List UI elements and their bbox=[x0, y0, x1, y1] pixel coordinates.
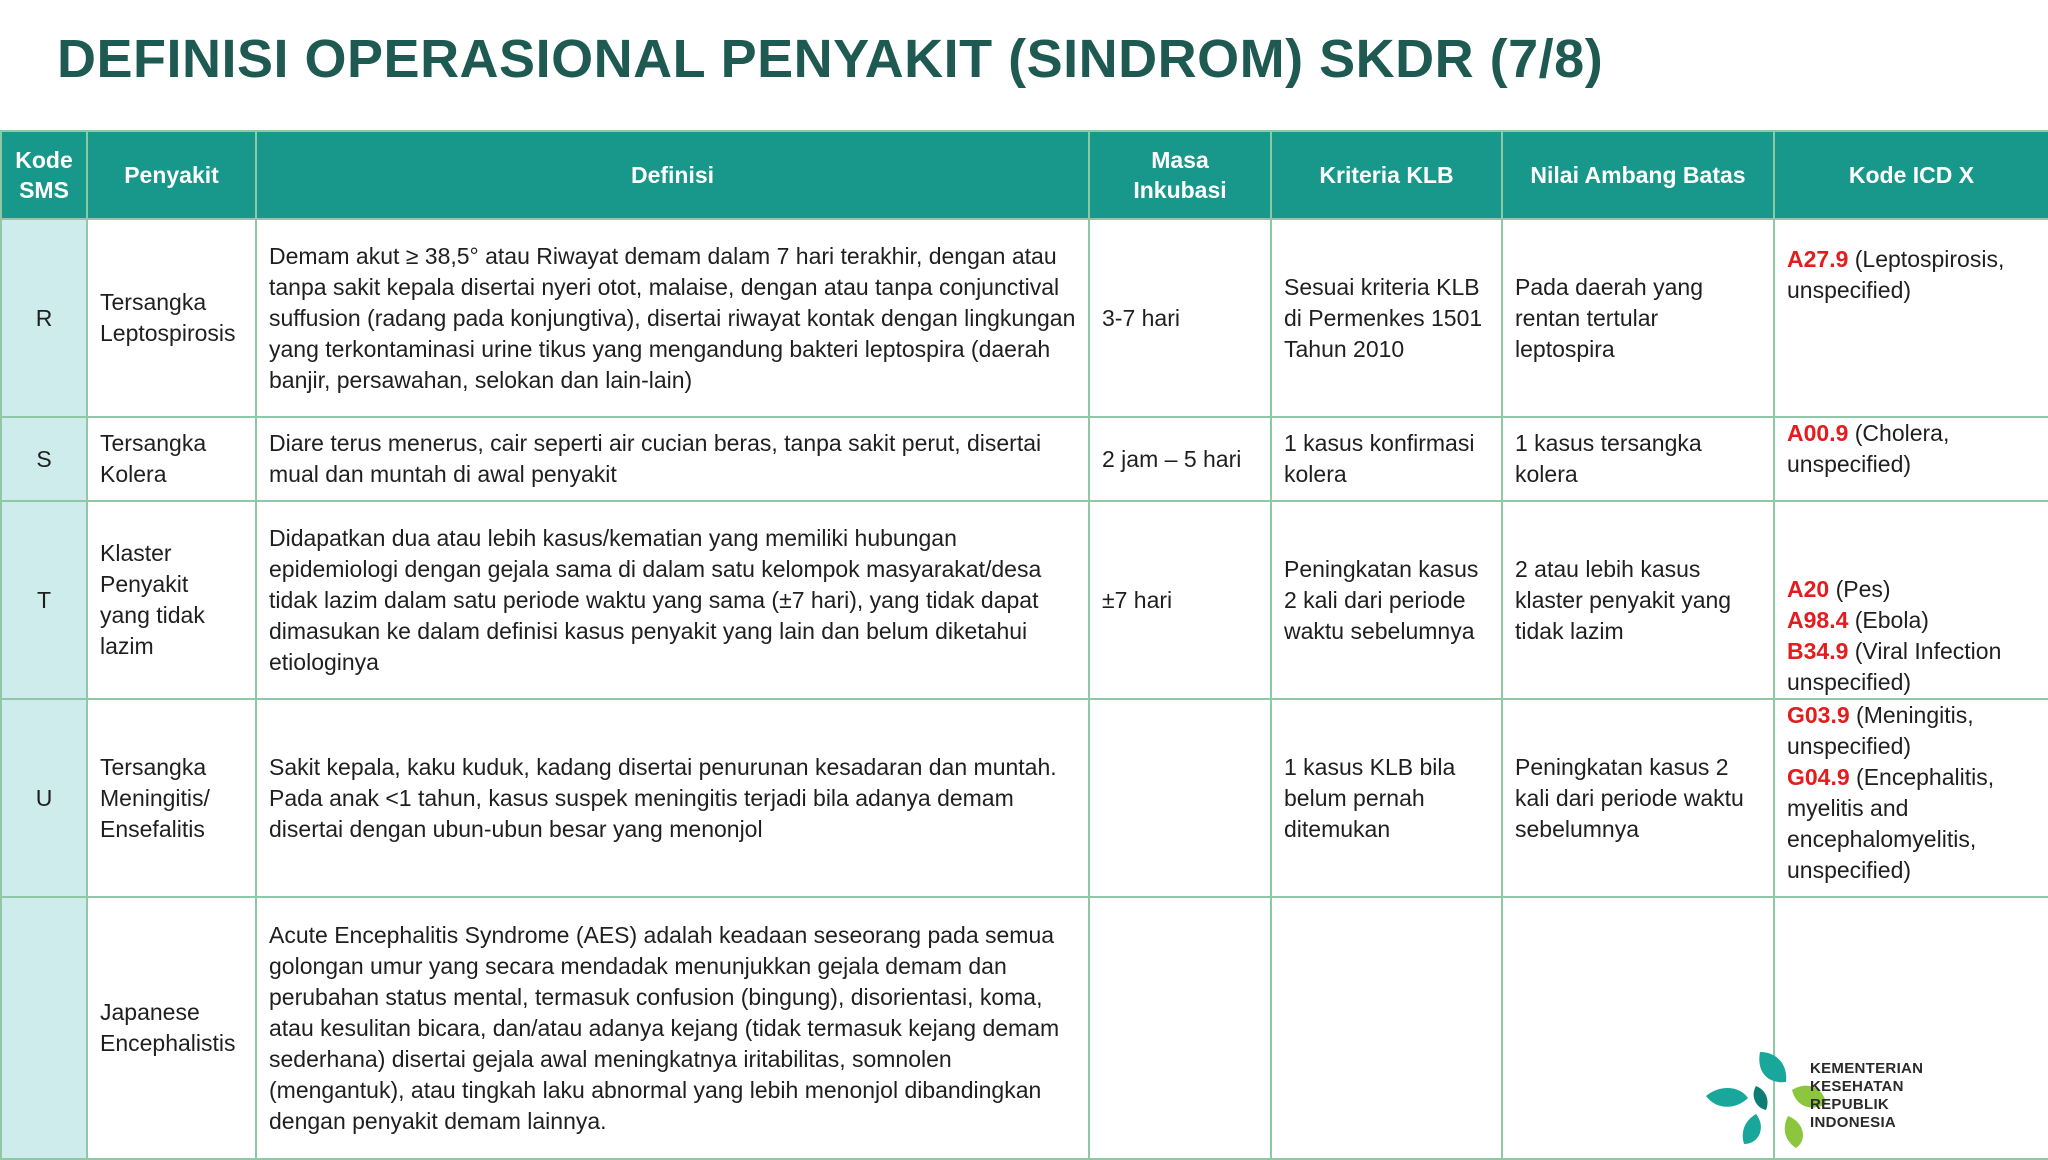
icd-entry bbox=[1787, 244, 2036, 306]
kriteria-klb-cell: 1 kasus KLB bila belum pernah ditemukan bbox=[1271, 699, 1502, 897]
penyakit-cell: Tersangka Meningitis/ Ensefalitis bbox=[87, 699, 256, 897]
icd-entry bbox=[1787, 700, 2036, 762]
kode-sms-cell: R bbox=[1, 219, 87, 417]
definisi-cell: Acute Encephalitis Syndrome (AES) adalah keadaan seseorang pada semua golongan umur yang secara mendadak menunjukkan gejala demam dan perubahan status mental, termasuk confusion (bingung), disorientasi, koma, atau kesulitan bicara, dan/atau adanya kejang (tidak termasuk kejang demam sederhana) disertai gejala awal meningkatnya iritabilitas, somnolen (mengantuk), atau tingkah laku abnormal yang lebih menonjol dibandingkan dengan penyakit demam lainnya. bbox=[256, 897, 1089, 1159]
header-definisi: Definisi bbox=[256, 131, 1089, 219]
icd-code: B34.9 bbox=[1787, 638, 1849, 664]
masa-inkubasi-cell: 2 jam – 5 hari bbox=[1089, 417, 1271, 501]
header-masa-inkubasi: Masa Inkubasi bbox=[1089, 131, 1271, 219]
icd-code: G03.9 bbox=[1787, 702, 1850, 728]
header-kode-sms: Kode SMS bbox=[1, 131, 87, 219]
nilai-ambang-cell: Peningkatan kasus 2 kali dari periode waktu sebelumnya bbox=[1502, 699, 1774, 897]
kriteria-klb-cell: 1 kasus konfirmasi kolera bbox=[1271, 417, 1502, 501]
penyakit-cell: Japanese Encephalistis bbox=[87, 897, 256, 1159]
header-nilai-ambang-batas: Nilai Ambang Batas bbox=[1502, 131, 1774, 219]
icd-cell bbox=[1774, 219, 2048, 417]
icd-cell bbox=[1774, 699, 2048, 897]
icd-entry bbox=[1787, 418, 2036, 480]
icd-entry bbox=[1787, 574, 2036, 605]
kode-sms-cell: T bbox=[1, 501, 87, 699]
kode-sms-cell: U bbox=[1, 699, 87, 897]
icd-entry bbox=[1787, 636, 2036, 698]
masa-inkubasi-cell bbox=[1089, 897, 1271, 1159]
definisi-cell: Demam akut ≥ 38,5° atau Riwayat demam dalam 7 hari terakhir, dengan atau tanpa sakit kepala disertai nyeri otot, malaise, dengan atau tanpa conjunctival suffusion (radang pada konjungtiva), disertai riwayat kontak dengan lingkungan yang terkontaminasi urine tikus yang mengandung bakteri leptospira (daerah banjir, persawahan, selokan dan lain-lain) bbox=[256, 219, 1089, 417]
icd-description: (Leptospirosis, unspecified) bbox=[1787, 246, 2005, 303]
table-row bbox=[1, 417, 2048, 501]
icd-description: (Cholera, unspecified) bbox=[1787, 420, 1950, 477]
icd-code: A20 bbox=[1787, 576, 1830, 602]
nilai-ambang-cell: 2 atau lebih kasus klaster penyakit yang tidak lazim bbox=[1502, 501, 1774, 699]
icd-entry bbox=[1787, 605, 2036, 636]
nilai-ambang-cell: 1 kasus tersangka kolera bbox=[1502, 417, 1774, 501]
kode-sms-cell bbox=[1, 897, 87, 1159]
header-kriteria-klb: Kriteria KLB bbox=[1271, 131, 1502, 219]
kriteria-klb-cell: Peningkatan kasus 2 kali dari periode waktu sebelumnya bbox=[1271, 501, 1502, 699]
nilai-ambang-cell: Pada daerah yang rentan tertular leptospira bbox=[1502, 219, 1774, 417]
icd-description: (Ebola) bbox=[1848, 607, 1929, 633]
table-row bbox=[1, 699, 2048, 897]
penyakit-cell: Tersangka Leptospirosis bbox=[87, 219, 256, 417]
kriteria-klb-cell bbox=[1271, 897, 1502, 1159]
kriteria-klb-cell: Sesuai kriteria KLB di Permenkes 1501 Tahun 2010 bbox=[1271, 219, 1502, 417]
masa-inkubasi-cell: ±7 hari bbox=[1089, 501, 1271, 699]
page-title: DEFINISI OPERASIONAL PENYAKIT (SINDROM) SKDR (7/8) bbox=[57, 29, 1604, 89]
icd-entry bbox=[1787, 762, 2036, 886]
icd-code: G04.9 bbox=[1787, 764, 1850, 790]
icd-code: A98.4 bbox=[1787, 607, 1849, 633]
definition-table bbox=[0, 130, 2048, 1160]
definisi-cell: Diare terus menerus, cair seperti air cucian beras, tanpa sakit perut, disertai mual dan muntah di awal penyakit bbox=[256, 417, 1089, 501]
icd-code: A27.9 bbox=[1787, 246, 1849, 272]
header-row bbox=[1, 131, 2048, 219]
header-penyakit: Penyakit bbox=[87, 131, 256, 219]
penyakit-cell: Klaster Penyakit yang tidak lazim bbox=[87, 501, 256, 699]
icd-cell bbox=[1774, 501, 2048, 699]
icd-description: (Meningitis, unspecified) bbox=[1787, 702, 1974, 759]
header-kode-icd-x: Kode ICD X bbox=[1774, 131, 2048, 219]
table-row bbox=[1, 219, 2048, 417]
masa-inkubasi-cell: 3-7 hari bbox=[1089, 219, 1271, 417]
kode-sms-cell: S bbox=[1, 417, 87, 501]
definisi-cell: Sakit kepala, kaku kuduk, kadang disertai penurunan kesadaran dan muntah. Pada anak <1 tahun, kasus suspek meningitis terjadi bila adanya demam disertai dengan ubun-ubun besar yang menonjol bbox=[256, 699, 1089, 897]
kemenkes-logo-text: KEMENTERIAN KESEHATAN REPUBLIK INDONESIA bbox=[1810, 1060, 1924, 1131]
definisi-cell: Didapatkan dua atau lebih kasus/kematian yang memiliki hubungan epidemiologi dengan gejala sama di dalam satu kelompok masyarakat/desa tidak lazim dalam satu periode waktu yang sama (±7 hari), yang tidak dapat dimasukan ke dalam definisi kasus penyakit yang lain dan belum diketahui etiologinya bbox=[256, 501, 1089, 699]
icd-description: (Viral Infection unspecified) bbox=[1787, 638, 2002, 695]
table-row bbox=[1, 501, 2048, 699]
icd-cell bbox=[1774, 417, 2048, 501]
icd-description: (Encephalitis, myelitis and encephalomyelitis, unspecified) bbox=[1787, 764, 1995, 883]
penyakit-cell: Tersangka Kolera bbox=[87, 417, 256, 501]
masa-inkubasi-cell bbox=[1089, 699, 1271, 897]
icd-code: A00.9 bbox=[1787, 420, 1849, 446]
icd-description: (Pes) bbox=[1829, 576, 1891, 602]
